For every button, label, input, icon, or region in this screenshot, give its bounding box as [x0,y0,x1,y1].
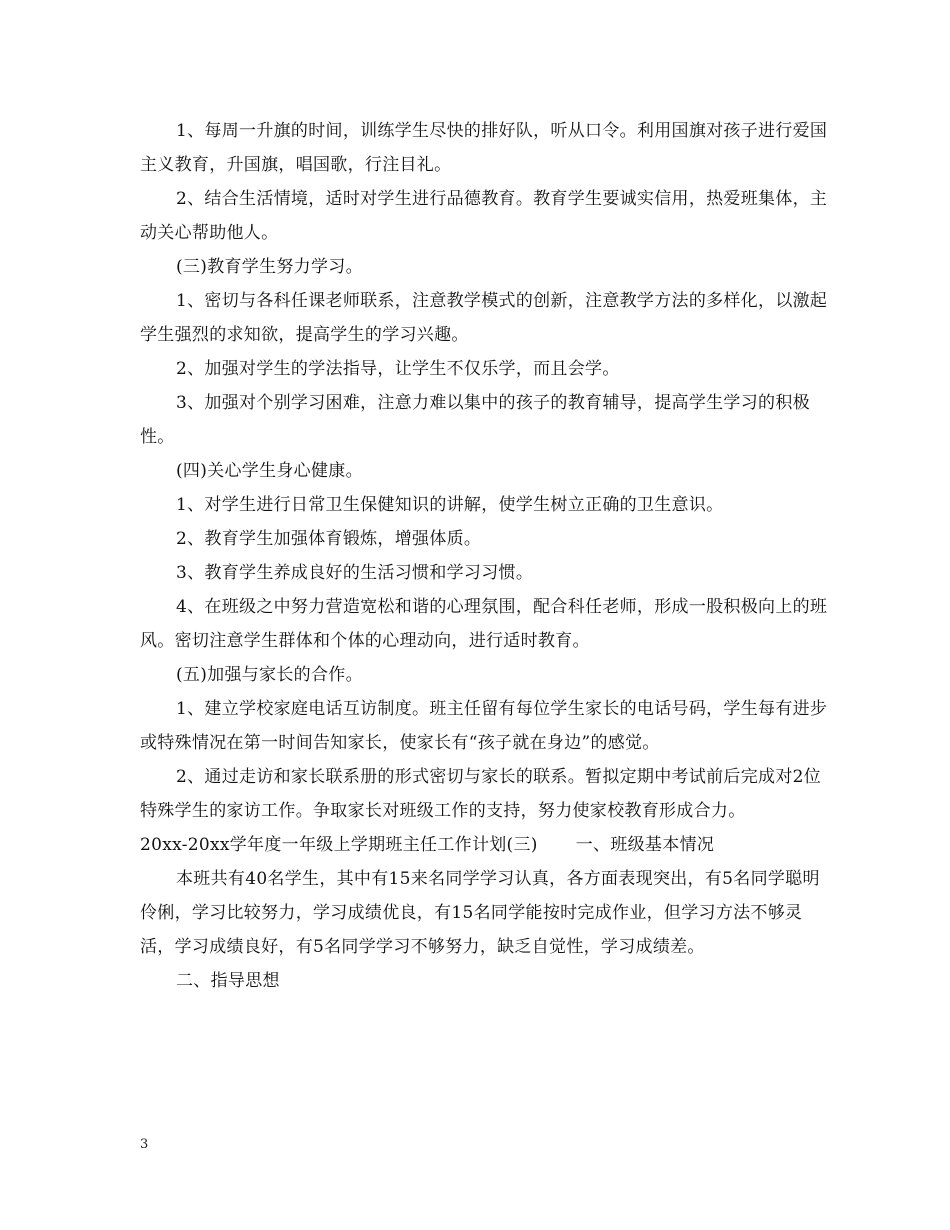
paragraph-exercise: 2、教育学生加强体育锻炼，增强体质。 [176,529,482,549]
paragraph-study-method: 2、加强对学生的学法指导，让学生不仅乐学，而且会学。 [176,359,620,379]
paragraph-class-situation: 本班共有40名学生，其中有15来名同学学习认真，各方面表现突出，有5名同学聪明伶俐，学习比较努力，学习成绩优良，有15名同学能按时完成作业，但学习方法不够灵活，学习成绩良好，有5名同学学习不够努力，缺乏自觉性，学习成绩差。 [140,869,820,957]
section-heading-parents: (五)加强与家长的合作。 [176,665,363,685]
paragraph-phone-visits: 1、建立学校家庭电话互访制度。班主任留有每位学生家长的电话号码，学生每有进步或特殊情况在第一时间告知家长，使家长有“孩子就在身边”的感觉。 [140,699,828,753]
paragraph-individual-help: 3、加强对个别学习困难，注意力难以集中的孩子的教育辅导，提高学生学习的积极性。 [140,393,810,447]
paragraph-habits: 3、教育学生养成良好的生活习惯和学习习惯。 [176,563,534,583]
class-basic-info-heading: 一、班级基本情况 [575,835,715,855]
section-heading-guiding-thought: 二、指导思想 [176,971,280,991]
paragraph-flag-raising: 1、每周一升旗的时间，训练学生尽快的排好队，听从口令。利用国旗对孩子进行爱国主义教育，升国旗，唱国歌，行注目礼。 [140,121,828,175]
paragraph-class-atmosphere: 4、在班级之中努力营造宽松和谐的心理氛围，配合科任老师，形成一股积极向上的班风。密切注意学生群体和个体的心理动向，进行适时教育。 [140,597,828,651]
section-heading-study: (三)教育学生努力学习。 [176,257,363,277]
paragraph-home-visits: 2、通过走访和家长联系册的形式密切与家长的联系。暂拟定期中考试前后完成对2位特殊学生的家访工作。争取家长对班级工作的支持，努力使家校教育形成合力。 [140,767,822,821]
section-heading-health: (四)关心学生身心健康。 [176,461,363,481]
paragraph-moral-education: 2、结合生活情境，适时对学生进行品德教育。教育学生要诚实信用，热爱班集体，主动关心帮助他人。 [140,189,828,243]
document-body [140,114,830,998]
paragraph-hygiene: 1、对学生进行日常卫生保健知识的讲解，使学生树立正确的卫生意识。 [176,495,724,515]
plan-title-line [140,828,830,862]
plan-title: 20xx-20xx学年度一年级上学期班主任工作计划(三) [140,835,538,855]
page-number: 3 [140,1137,149,1152]
paragraph-teacher-contact: 1、密切与各科任课老师联系，注意教学模式的创新，注意教学方法的多样化，以激起学生强烈的求知欲，提高学生的学习兴趣。 [140,291,828,345]
